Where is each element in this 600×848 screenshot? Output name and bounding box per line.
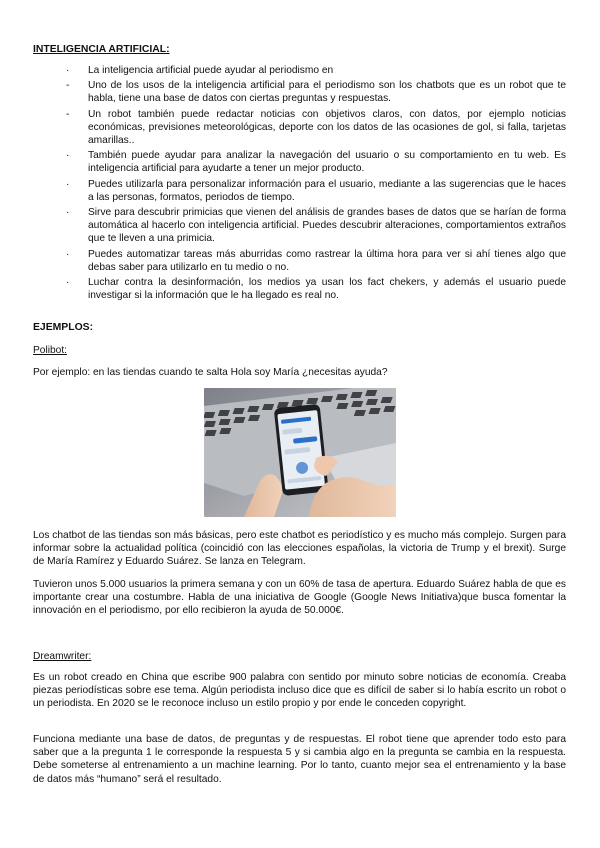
list-item-text: Luchar contra la desinformación, los medios ya usan los fact chekers, y además el usuario puede investigar si la información que le ha llegado es real no.	[88, 277, 566, 302]
list-item	[66, 64, 566, 77]
dreamwriter-paragraph-2: Funciona mediante una base de datos, de preguntas y de respuestas. El robot tiene que aprender todo esto para saber que a la pregunta 1 le corresponde la respuesta 5 y si cambia algo en la pregunta se cambia en la respuesta. Debe someterse al entrenamiento a un machine learning. Por lo tanto, cuanto mejor sea el entrenamiento y la base de datos más “humano” será el resultado.	[33, 734, 566, 785]
bullet-mark: -	[66, 108, 70, 120]
dreamwriter-heading: Dreamwriter:	[33, 651, 92, 662]
chatbot-phone-photo	[204, 388, 396, 517]
list-item-text: Puedes automatizar tareas más aburridas como rastrear la última hora para ver si ahí tienes algo que debas saber para utilizarlo en tu medio o no.	[88, 248, 566, 273]
list-item-text: Uno de los usos de la inteligencia artificial para el periodismo son los chatbots que es un robot que te habla, tiene una base de datos con ciertas preguntas y respuestas.	[88, 80, 566, 105]
list-item	[66, 108, 566, 148]
list-item-text: También puede ayudar para analizar la navegación del usuario o su comportamiento en tu web. Es inteligencia artificial para ayudarte a tener un mejor producto.	[88, 150, 566, 175]
dreamwriter-paragraph-1: Es un robot creado en China que escribe 900 palabra con sentido por minuto sobre noticias de economía. Creaba piezas periodísticas sobre ese tema. Algún periodista incluso dice que es difícil de saber si lo había escrito un robot o un periodista. En 2020 se le reconoce incluso un estilo propio y por ende le conceden copyright.	[33, 672, 566, 710]
bullet-mark: -	[66, 80, 70, 92]
polibot-paragraph-2: Tuvieron unos 5.000 usuarios la primera semana y con un 60% de tasa de apertura. Eduardo Suárez habla de que es importante crear una costumbre. Habla de una iniciativa de Google (Google News Initiativa)que busca fomentar la innovación en el periodismo, por ello recibieron la ayuda de 50.000€.	[33, 579, 566, 617]
list-item	[66, 248, 566, 274]
list-item-text: Un robot también puede redactar noticias con objetivos claros, con datos, por ejemplo noticias económicas, previsiones meteorológicas, deporte con los datos de las ocasiones de gol, si falla, tarjetas amarillas..	[88, 108, 566, 147]
polibot-paragraph-1: Los chatbot de las tiendas son más básicas, pero este chatbot es periodístico y es mucho más complejo. Surgen para informar sobre la actualidad política (coincidió con las elecciones españolas, la victoria de Trump y el brexit). Surge de María Ramírez y Eduardo Suárez. Se lanza en Telegram.	[33, 530, 566, 568]
examples-heading: EJEMPLOS:	[33, 322, 94, 333]
bullet-mark: ·	[66, 150, 70, 162]
bullet-mark: ·	[66, 277, 70, 289]
bullet-list	[66, 64, 566, 304]
bullet-mark: ·	[66, 248, 70, 260]
list-item	[66, 149, 566, 175]
list-item	[66, 206, 566, 246]
list-item	[66, 79, 566, 105]
page-title: INTELIGENCIA ARTIFICIAL:	[33, 44, 170, 55]
list-item-text: La inteligencia artificial puede ayudar al periodismo en	[88, 65, 334, 76]
list-item-text: Puedes utilizarla para personalizar información para el usuario, mediante a las sugerencias que le haces a las personas, formatos, periodos de tiempo.	[88, 178, 566, 203]
polibot-heading: Polibot:	[33, 345, 67, 356]
bullet-mark: ·	[66, 178, 70, 190]
bullet-mark: ·	[66, 207, 70, 219]
list-item-text: Sirve para descubrir primicias que vienen del análisis de grandes bases de datos que se harían de forma automática al hacerlo con inteligencia artificial. Puedes descubrir alteraciones, comportamientos extraños que te lleven a una primicia.	[88, 207, 566, 245]
phone-illustration	[204, 388, 396, 517]
polibot-intro: Por ejemplo: en las tiendas cuando te salta Hola soy María ¿necesitas ayuda?	[33, 367, 388, 378]
bullet-mark: ·	[66, 65, 70, 76]
list-item	[66, 276, 566, 302]
list-item	[66, 178, 566, 204]
